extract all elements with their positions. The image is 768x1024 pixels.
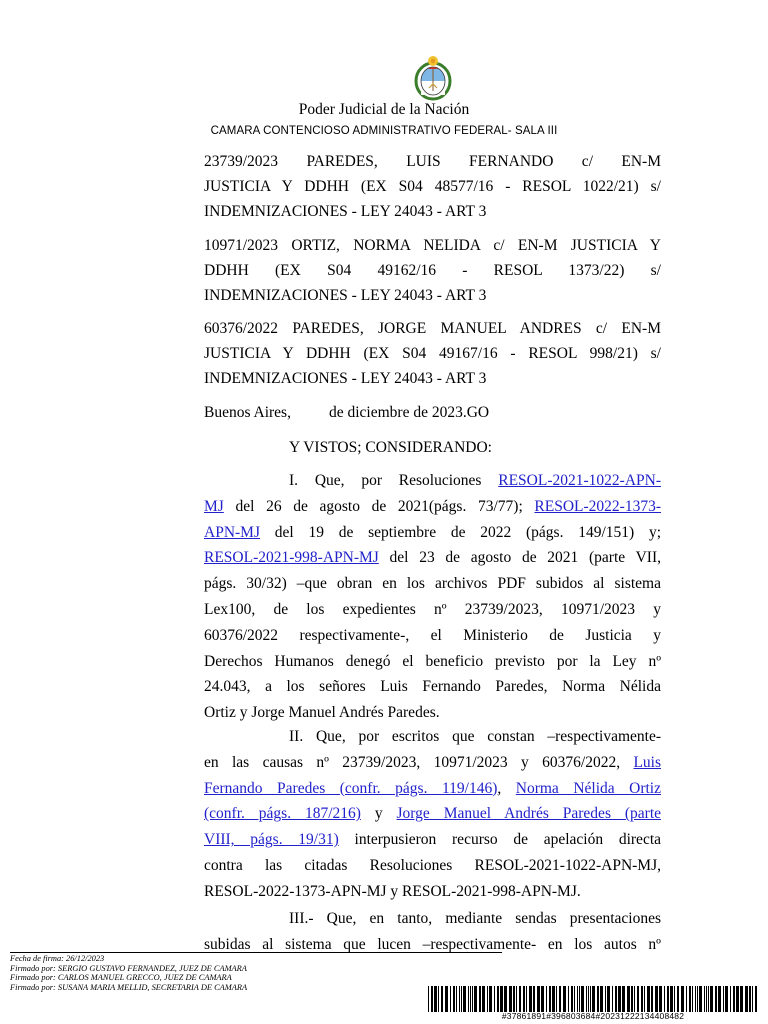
barcode-bar bbox=[494, 986, 495, 1012]
resol-1373-link[interactable]: RESOL-2022-1373- bbox=[534, 497, 661, 515]
barcode-bar bbox=[537, 986, 540, 1012]
barcode-bar bbox=[504, 986, 507, 1012]
barcode-bar bbox=[664, 986, 665, 1012]
barcode-bar bbox=[686, 986, 687, 1012]
barcode-bar bbox=[509, 986, 512, 1012]
barcode-bar bbox=[586, 986, 587, 1012]
barcode-bar bbox=[674, 986, 675, 1012]
barcode-bar bbox=[697, 986, 698, 1012]
barcode-bar bbox=[450, 986, 451, 1012]
barcode-bar bbox=[730, 986, 731, 1012]
norma-ortiz-link[interactable]: (confr. págs. 187/216) bbox=[204, 805, 361, 823]
barcode-bar bbox=[474, 986, 477, 1012]
barcode-bar bbox=[631, 986, 633, 1012]
barcode-bar bbox=[453, 986, 455, 1012]
barcode-bar bbox=[641, 986, 643, 1012]
case-caption-2 bbox=[204, 233, 661, 308]
barcode-bar bbox=[708, 986, 709, 1012]
barcode-bar bbox=[568, 986, 569, 1012]
barcode-bar bbox=[600, 986, 603, 1012]
para1-text: I. Que, por Resoluciones bbox=[289, 472, 499, 489]
barcode-bar bbox=[579, 986, 580, 1012]
barcode-bar bbox=[438, 986, 439, 1012]
barcode-bar bbox=[695, 986, 696, 1012]
barcode-bar bbox=[577, 986, 578, 1012]
barcode-bar bbox=[670, 986, 673, 1012]
barcode-bar bbox=[706, 986, 707, 1012]
barcode-bar bbox=[459, 986, 460, 1012]
barcode-bar bbox=[655, 986, 658, 1012]
barcode-bar bbox=[749, 986, 751, 1012]
jorge-paredes-link[interactable]: Jorge Manuel Andrés Paredes (parte bbox=[396, 805, 662, 823]
resol-998-link[interactable]: RESOL-2021-998-APN-MJ bbox=[204, 549, 379, 567]
case-line: INDEMNIZACIONES - LEY 24043 - ART 3 bbox=[204, 370, 487, 387]
case-line: DDHH (EX S04 49162/16 - RESOL 1373/22) s/ bbox=[204, 262, 661, 279]
barcode-bar bbox=[468, 986, 469, 1012]
resol-1022-link[interactable]: MJ bbox=[204, 497, 224, 515]
para1-text: págs. 30/32) –que obran en los archivos PDF subidos al sistema bbox=[204, 575, 661, 593]
case-line: JUSTICIA Y DDHH (EX S04 49167/16 - RESOL 998/21) s/ bbox=[204, 345, 661, 362]
resol-1373-link[interactable]: APN-MJ bbox=[204, 523, 260, 541]
barcode-bar bbox=[581, 986, 584, 1012]
barcode-bar bbox=[571, 986, 573, 1012]
paragraph-1 bbox=[204, 468, 661, 726]
case-caption-3 bbox=[204, 316, 661, 391]
barcode-bar bbox=[740, 986, 743, 1012]
norma-ortiz-link[interactable]: Norma Nélida Ortiz bbox=[515, 779, 661, 797]
case-line: 60376/2022 PAREDES, JORGE MANUEL ANDRES c/ EN-M bbox=[204, 320, 661, 337]
barcode-bar bbox=[556, 986, 557, 1012]
para1-text: Lex100, de los expedientes nº 23739/2023, 10971/2023 y bbox=[204, 600, 661, 618]
barcode-bar bbox=[434, 986, 437, 1012]
case-line: 23739/2023 PAREDES, LUIS FERNANDO c/ EN-M bbox=[204, 153, 661, 170]
barcode-bar bbox=[704, 986, 705, 1012]
section-heading bbox=[204, 435, 661, 460]
barcode-bar bbox=[755, 986, 757, 1012]
date-place: Buenos Aires, bbox=[204, 404, 291, 421]
paragraph-3 bbox=[204, 906, 661, 958]
barcode-bar bbox=[723, 986, 724, 1012]
case-line: INDEMNIZACIONES - LEY 24043 - ART 3 bbox=[204, 287, 487, 304]
barcode-bar bbox=[470, 986, 471, 1012]
signature-divider bbox=[10, 952, 502, 953]
barcode-bar bbox=[516, 986, 517, 1012]
signature-line: Firmado por: SERGIO GUSTAVO FERNANDEZ, JUEZ DE CAMARA bbox=[10, 963, 247, 973]
barcode-bar bbox=[634, 986, 635, 1012]
barcode-bar bbox=[441, 986, 443, 1012]
para2-text: en las causas nº 23739/2023, 10971/2023 y 60376/2022, bbox=[204, 753, 634, 771]
barcode-bar bbox=[523, 986, 525, 1012]
barcode-bar bbox=[588, 986, 589, 1012]
barcode-bar bbox=[677, 986, 679, 1012]
barcode-bar bbox=[644, 986, 645, 1012]
barcode-bar bbox=[622, 986, 625, 1012]
argentina-coat-of-arms-icon bbox=[412, 55, 454, 101]
barcode-bar bbox=[718, 986, 721, 1012]
barcode-bar bbox=[637, 986, 639, 1012]
barcode-bar bbox=[590, 986, 591, 1012]
date-line bbox=[204, 400, 661, 425]
para2-text: interpusieron recurso de apelación directa bbox=[338, 831, 662, 849]
paragraph-2 bbox=[204, 724, 661, 905]
para3-text: III.- Que, en tanto, mediante sendas presentaciones bbox=[289, 910, 661, 927]
barcode-bar bbox=[627, 986, 630, 1012]
court-name: Poder Judicial de la Nación bbox=[298, 101, 470, 118]
para2-text: II. Que, por escritos que constan –respectivamente- bbox=[289, 728, 661, 745]
barcode-bar bbox=[659, 986, 662, 1012]
para1-text: 60376/2022 respectivamente-, el Ministerio de Justicia y bbox=[204, 626, 661, 644]
para2-text: contra las citadas Resoluciones RESOL-2021-1022-APN-MJ, bbox=[204, 856, 661, 874]
para1-text: Ortiz y Jorge Manuel Andrés Paredes. bbox=[204, 704, 440, 722]
barcode-bar bbox=[482, 986, 485, 1012]
barcode-bar bbox=[710, 986, 713, 1012]
heading-text: Y VISTOS; CONSIDERANDO: bbox=[289, 439, 492, 456]
para3-text: subidas al sistema que lucen –respectivamente- en los autos nº bbox=[204, 935, 661, 953]
barcode-bar bbox=[497, 986, 499, 1012]
barcode-bar bbox=[487, 986, 488, 1012]
para2-text: , bbox=[497, 779, 516, 797]
signature-line: Firmado por: SUSANA MARIA MELLID, SECRETARIA DE CAMARA bbox=[10, 982, 248, 992]
para1-text: del 19 de septiembre de 2022 (págs. 149/151) y; bbox=[259, 523, 661, 541]
barcode-bar bbox=[647, 986, 650, 1012]
barcode-bar bbox=[461, 986, 462, 1012]
barcode-bar bbox=[529, 986, 532, 1012]
barcode-bar bbox=[500, 986, 503, 1012]
date-rest: de diciembre de 2023.GO bbox=[328, 404, 490, 421]
barcode-bar bbox=[605, 986, 606, 1012]
barcode-bar bbox=[428, 986, 429, 1012]
barcode-bar bbox=[526, 986, 527, 1012]
para2-text: y bbox=[360, 805, 397, 823]
signature-block bbox=[10, 954, 247, 992]
barcode-bar bbox=[715, 986, 717, 1012]
barcode-bar bbox=[725, 986, 728, 1012]
para1-text: del 26 de agosto de 2021(págs. 73/77); bbox=[223, 497, 535, 515]
barcode-bar bbox=[549, 986, 551, 1012]
barcode-bar bbox=[618, 986, 621, 1012]
barcode-bar bbox=[513, 986, 515, 1012]
case-caption-1 bbox=[204, 149, 661, 224]
barcode-bar bbox=[752, 986, 753, 1012]
barcode-bar bbox=[574, 986, 575, 1012]
luis-paredes-link[interactable]: Fernando Paredes (confr. págs. 119/146) bbox=[204, 779, 498, 797]
para2-text: RESOL-2022-1373-APN-MJ y RESOL-2021-998-APN-MJ. bbox=[204, 882, 581, 900]
resol-1022-link[interactable]: RESOL-2021-1022-APN- bbox=[498, 472, 661, 489]
para1-text: 24.043, a los señores Luis Fernando Paredes, Norma Nélida bbox=[204, 678, 661, 696]
barcode-number: #37861891#396803684#20231222134408482 bbox=[501, 1011, 685, 1021]
barcode-bar bbox=[463, 986, 466, 1012]
barcode-bar bbox=[612, 986, 613, 1012]
barcode-bar bbox=[736, 986, 739, 1012]
barcode-bar bbox=[597, 986, 599, 1012]
barcode-bar bbox=[651, 986, 653, 1012]
para1-text: del 23 de agosto de 2021 (parte VII, bbox=[378, 549, 661, 567]
barcode-bar bbox=[692, 986, 693, 1012]
barcode-bar bbox=[489, 986, 492, 1012]
barcode-bar bbox=[559, 986, 561, 1012]
barcode-bar bbox=[681, 986, 684, 1012]
barcode-bar bbox=[472, 986, 473, 1012]
barcode-bar bbox=[431, 986, 433, 1012]
signature-date: Fecha de firma: 26/12/2023 bbox=[10, 954, 105, 963]
barcode-bar bbox=[479, 986, 481, 1012]
barcode-bar bbox=[563, 986, 566, 1012]
barcode-bar bbox=[699, 986, 702, 1012]
barcode-bar bbox=[541, 986, 544, 1012]
luis-paredes-link[interactable]: Luis bbox=[633, 753, 661, 771]
barcode-bar bbox=[456, 986, 457, 1012]
barcode-bar bbox=[615, 986, 617, 1012]
barcode-bar bbox=[519, 986, 521, 1012]
barcode-bar bbox=[745, 986, 748, 1012]
case-line: 10971/2023 ORTIZ, NORMA NELIDA c/ EN-M JUSTICIA Y bbox=[204, 237, 661, 254]
barcode-bar bbox=[607, 986, 610, 1012]
barcode-bar bbox=[592, 986, 595, 1012]
barcode-bar bbox=[733, 986, 735, 1012]
barcode-bar bbox=[667, 986, 669, 1012]
para1-text: Derechos Humanos denegó el beneficio previsto por la Ley nº bbox=[204, 652, 661, 670]
barcode-bar bbox=[546, 986, 547, 1012]
barcode-bar bbox=[689, 986, 691, 1012]
barcode-bar bbox=[533, 986, 535, 1012]
signature-line: Firmado por: CARLOS MANUEL GRECCO, JUEZ DE CAMARA bbox=[10, 973, 232, 983]
jorge-paredes-link[interactable]: VIII, págs. 19/31) bbox=[204, 831, 339, 849]
court-chamber: CAMARA CONTENCIOSO ADMINISTRATIVO FEDERAL- SALA III bbox=[210, 125, 558, 137]
barcode-bar bbox=[445, 986, 448, 1012]
barcode-bar bbox=[552, 986, 555, 1012]
barcode-image bbox=[428, 986, 758, 1012]
case-line: INDEMNIZACIONES - LEY 24043 - ART 3 bbox=[204, 203, 487, 220]
case-line: JUSTICIA Y DDHH (EX S04 48577/16 - RESOL 1022/21) s/ bbox=[204, 178, 661, 195]
